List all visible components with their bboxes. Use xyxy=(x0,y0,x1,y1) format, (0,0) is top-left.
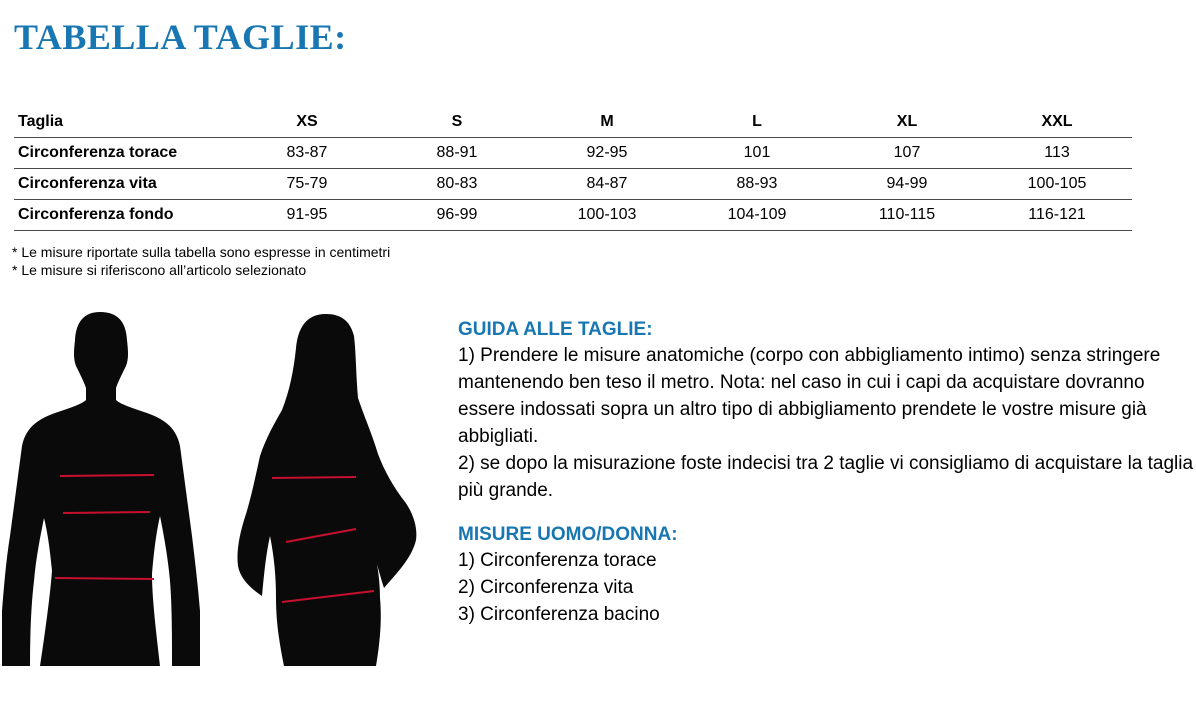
list-item: 3) Circonferenza bacino xyxy=(458,604,660,625)
row-label: Circonferenza vita xyxy=(14,169,232,200)
table-cell: 80-83 xyxy=(382,169,532,200)
table-cell: 83-87 xyxy=(232,138,382,169)
table-header-row xyxy=(14,107,1132,138)
table-cell: 110-115 xyxy=(832,200,982,231)
footnote: * Le misure si riferiscono all’articolo selezionato xyxy=(12,262,307,278)
table-cell: 116-121 xyxy=(982,200,1132,231)
female-silhouette xyxy=(237,314,416,666)
male-silhouette xyxy=(2,312,200,666)
row-label: Circonferenza torace xyxy=(14,138,232,169)
header-cell-xs: XS xyxy=(232,107,382,138)
size-guide xyxy=(458,318,1194,628)
table-cell: 96-99 xyxy=(382,200,532,231)
chest-measure-line xyxy=(60,475,154,476)
table-cell: 91-95 xyxy=(232,200,382,231)
chest-measure-line xyxy=(272,477,356,478)
list-item: 2) Circonferenza vita xyxy=(458,577,634,598)
table-cell: 75-79 xyxy=(232,169,382,200)
table-cell: 94-99 xyxy=(832,169,982,200)
table-cell: 88-93 xyxy=(682,169,832,200)
row-label: Circonferenza fondo xyxy=(14,200,232,231)
list-item: 1) Circonferenza torace xyxy=(458,550,657,571)
table-row xyxy=(14,138,1132,169)
table-cell: 107 xyxy=(832,138,982,169)
guide-title: GUIDA ALLE TAGLIE: xyxy=(458,319,653,340)
header-cell-l: L xyxy=(682,107,832,138)
table-cell: 88-91 xyxy=(382,138,532,169)
table-cell: 100-105 xyxy=(982,169,1132,200)
footnote: * Le misure riportate sulla tabella sono espresse in centimetri xyxy=(12,244,391,260)
guide-point-2: 2) se dopo la misurazione foste indecisi tra 2 taglie vi consigliamo di acquistare la taglia più grande. xyxy=(458,453,1194,501)
header-cell-m: M xyxy=(532,107,682,138)
table-cell: 113 xyxy=(982,138,1132,169)
header-cell-s: S xyxy=(382,107,532,138)
table-cell: 92-95 xyxy=(532,138,682,169)
header-cell-taglia: Taglia xyxy=(14,107,232,138)
hip-measure-line xyxy=(55,578,154,579)
size-table xyxy=(14,107,1132,231)
waist-measure-line xyxy=(63,512,150,513)
page-title: TABELLA TAGLIE: xyxy=(14,17,347,57)
header-cell-xxl: XXL xyxy=(982,107,1132,138)
table-cell: 100-103 xyxy=(532,200,682,231)
table-row xyxy=(14,200,1132,231)
measures-list xyxy=(458,547,1194,628)
header-cell-xl: XL xyxy=(832,107,982,138)
table-row xyxy=(14,169,1132,200)
table-cell: 101 xyxy=(682,138,832,169)
body-silhouettes-illustration xyxy=(0,306,440,666)
table-cell: 84-87 xyxy=(532,169,682,200)
table-cell: 104-109 xyxy=(682,200,832,231)
guide-point-1: 1) Prendere le misure anatomiche (corpo con abbigliamento intimo) senza stringere mantenendo ben teso il metro. Nota: nel caso in cui i capi da acquistare dovranno essere indossati sopra un altro tipo di abbigliamento prendete le vostre misure già abbigliati. xyxy=(458,345,1161,447)
measures-title: MISURE UOMO/DONNA: xyxy=(458,524,678,545)
footnotes xyxy=(12,243,390,279)
